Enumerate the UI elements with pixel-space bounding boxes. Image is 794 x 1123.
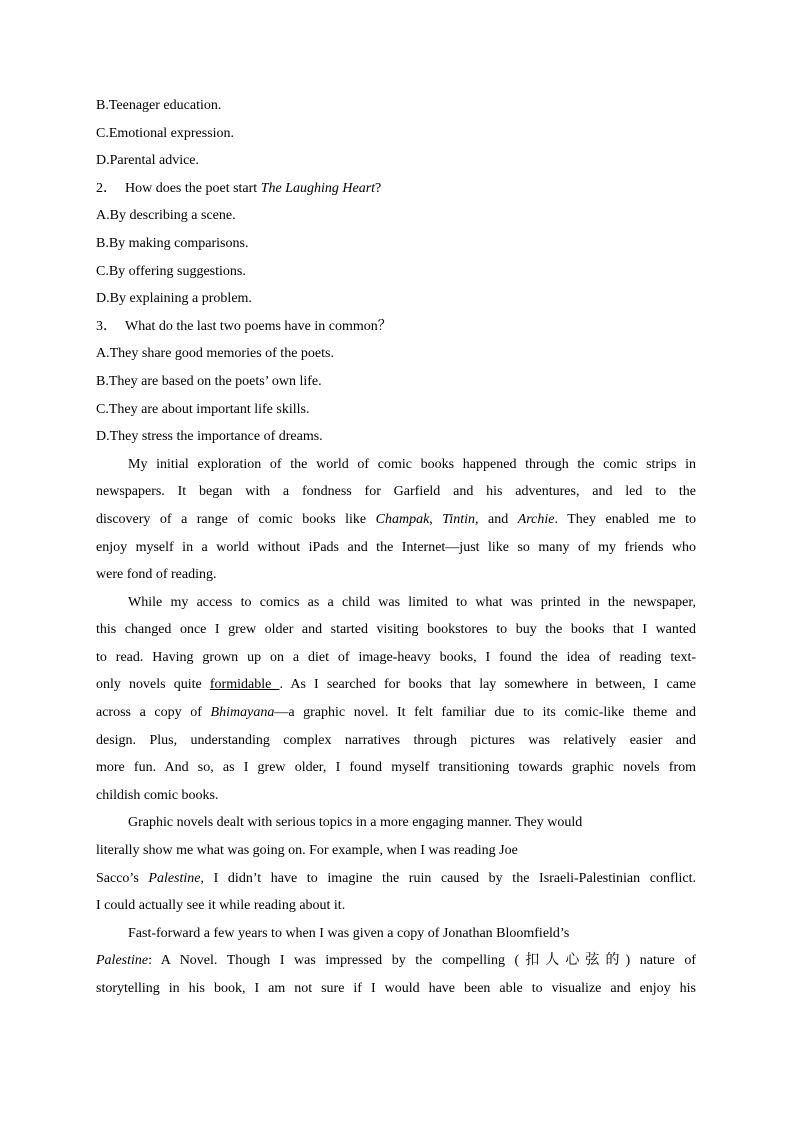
passage-p2-line: childish comic books. <box>96 787 219 803</box>
q2-option-c[interactable]: C.By offering suggestions. <box>96 263 246 279</box>
passage-p2-line: While my access to comics as a child was limited to what was printed in the newspaper, <box>128 594 696 610</box>
passage-p2-line: to read. Having grown up on a diet of image-heavy books, I found the idea of reading text- <box>96 649 696 665</box>
poem-title: The Laughing Heart <box>260 180 376 196</box>
q1-option-c[interactable]: C.Emotional expression. <box>96 125 235 141</box>
passage-p1-line: enjoy myself in a world without iPads and the Internet—just like so many of my friends who <box>96 539 696 555</box>
q3-option-d[interactable]: D.They stress the importance of dreams. <box>96 429 323 445</box>
q1-option-d[interactable]: D.Parental advice. <box>96 153 200 169</box>
q2-option-b[interactable]: B.By making comparisons. <box>96 235 249 251</box>
book-title-bhimayana: Bhimayana <box>210 705 275 721</box>
q2-option-a[interactable]: A.By describing a scene. <box>96 208 236 224</box>
book-title-palestine-novel: Palestine <box>96 953 149 969</box>
underlined-word-formidable: formidable <box>209 677 280 693</box>
q3-option-a[interactable]: A.They share good memories of the poets. <box>96 346 334 362</box>
passage-p3-line: Sacco’s Palestine, I didn’t have to imagine the ruin caused by the Israeli-Palestinian conflict. <box>96 870 696 886</box>
passage-p1-line: newspapers. It began with a fondness for Garfield and his adventures, and led to the <box>96 484 696 500</box>
book-title-palestine: Palestine <box>148 870 201 886</box>
passage-p2-line: only novels quite formidable . As I searched for books that lay somewhere in between, I came <box>96 677 696 693</box>
passage-p2-line: design. Plus, understanding complex narratives through pictures was relatively easier and <box>96 732 696 748</box>
q3-stem: 3． What do the last two poems have in common？ <box>96 318 392 334</box>
q1-option-b[interactable]: B.Teenager education. <box>96 98 222 113</box>
passage-p3-line: I could actually see it while reading about it. <box>96 898 346 914</box>
q3-option-b[interactable]: B.They are based on the poets’ own life. <box>96 373 322 389</box>
q3-option-c[interactable]: C.They are about important life skills. <box>96 401 310 417</box>
passage-p1-line: discovery of a range of comic books like Champak, Tintin, and Archie. They enabled me to <box>96 511 696 527</box>
passage-p4-line: storytelling in his book, I am not sure if I would have been able to visualize and enjoy his <box>96 981 696 996</box>
passage-p4-line: Palestine: A Novel. Though I was impressed by the compelling (扣人心弦的) nature of <box>96 953 696 969</box>
passage-p2-line: across a copy of Bhimayana—a graphic novel. It felt familiar due to its comic-like theme and <box>96 705 696 721</box>
q2-option-d[interactable]: D.By explaining a problem. <box>96 291 252 307</box>
passage-p3-line: Graphic novels dealt with serious topics in a more engaging manner. They would <box>128 815 583 831</box>
passage-p4-line: Fast-forward a few years to when I was given a copy of Jonathan Bloomfield’s <box>128 925 570 941</box>
passage-p2-line: this changed once I grew older and started visiting bookstores to buy the books that I wanted <box>96 622 696 638</box>
book-title-archie: Archie <box>517 511 555 527</box>
q2-stem: 2． How does the poet start The Laughing Heart? <box>96 180 382 196</box>
book-title-champak: Champak <box>375 511 430 527</box>
passage-p1-line: My initial exploration of the world of comic books happened through the comic strips in <box>128 456 696 472</box>
passage-p2-line: more fun. And so, as I grew older, I found myself transitioning towards graphic novels from <box>96 760 696 776</box>
document-page <box>96 92 696 1003</box>
passage-p3-line: literally show me what was going on. For example, when I was reading Joe <box>96 843 518 859</box>
q3-number: 3． <box>96 318 117 334</box>
q2-number: 2． <box>96 180 117 196</box>
passage-p1-line: were fond of reading. <box>96 567 217 583</box>
book-title-tintin: Tintin <box>442 511 475 527</box>
